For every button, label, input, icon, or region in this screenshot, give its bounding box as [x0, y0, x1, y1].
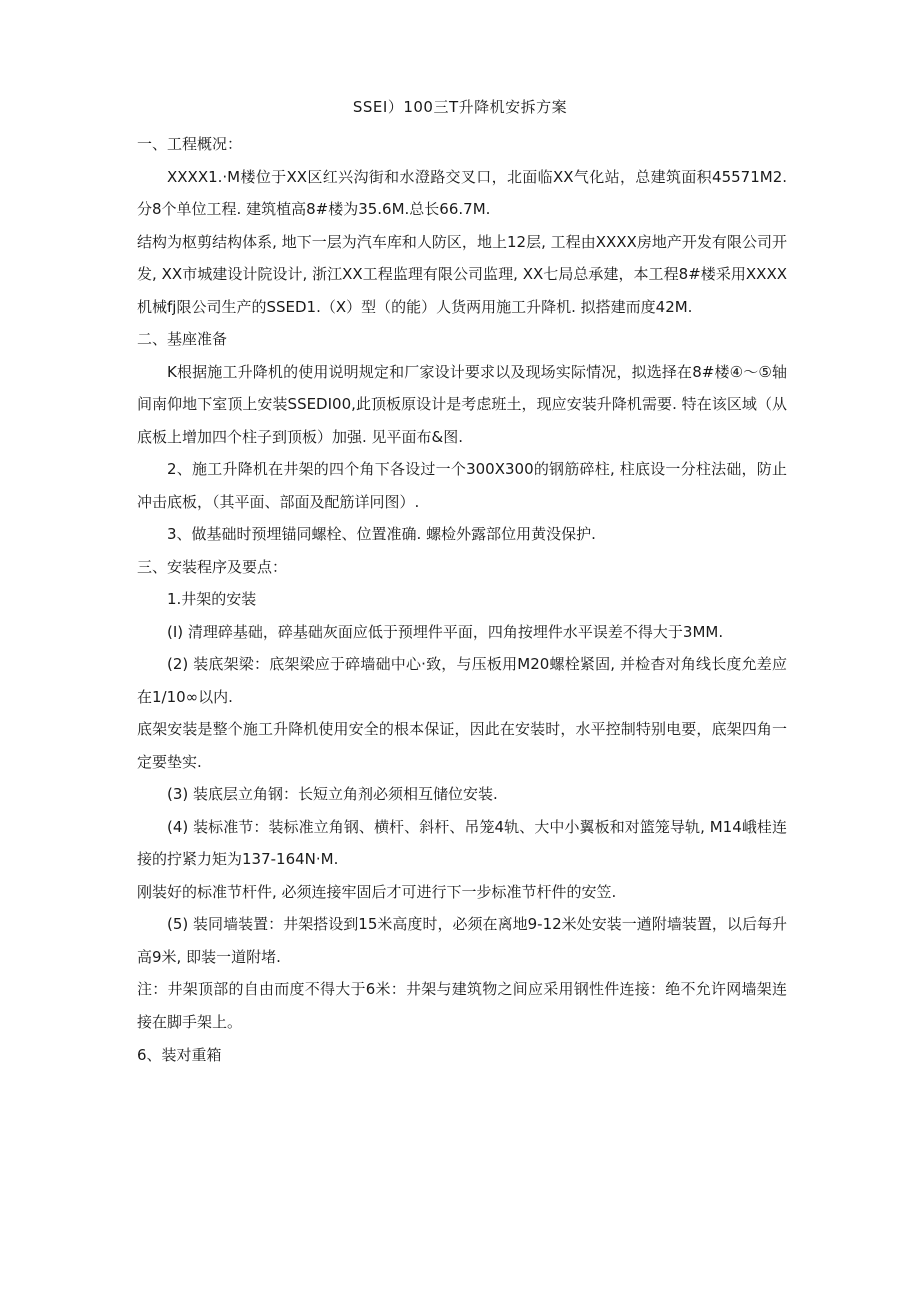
subheading-mast-install: 1.井架的安装: [167, 590, 257, 608]
list-item-base-beam: (2) 装底架梁：底架梁应于碎墙础中心·致，与压板用M20螺栓紧固, 并检杳对角线长度允差应在1/10∞以内.: [137, 655, 787, 706]
list-item-counterweight: 6、装对重箱: [137, 1046, 222, 1064]
list-item-wall-tie: (5) 装同墙装置：井架搭设到15米高度时，必须在离地9-12米处安装一遒附墙装置，以后每升高9米, 即装一道附堵.: [137, 915, 787, 966]
document-body: [137, 128, 787, 1068]
paragraph-location: XXXX1.·M楼位于XX区红兴沟街和水澄路交叉口，北面临XX气化站，总建筑面积45571M2.分8个单位工程. 建筑植高8#楼为35.6M.总长66.7M.: [137, 167, 787, 218]
paragraph-foundation-1: K根据施工升降机的使用说明规定和厂家设计要求以及现场实际情况，拟选择在8#楼④～⑤轴间南仰地下室顶上安装SSEDI00,此顶板原设计是考虑班土，现应安装升降机需要. 特在该区域（从底板上增加四个柱子到顶板）加强. 见平面布&图.: [137, 362, 787, 446]
section-heading-overview: 一、工程概况：: [137, 135, 243, 153]
paragraph-base-safety: 底架安装是整个施工升降机使用安全的根本保证，因此在安装时，水平控制特别电要，底架四角一定要垫实.: [137, 720, 787, 771]
paragraph-note: 注：井架顶部的自由而度不得大于6米：井架与建筑物之间应采用钢性件连接：绝不允许网墙架连接在脚手架上。: [137, 980, 787, 1031]
list-item-standard-section: (4) 装标准节：装标准立角钢、横杆、斜杆、吊笼4轨、大中小翼板和对篮笼导轨, M14峨桂连接的拧紧力矩为137-164N·M.: [137, 817, 787, 868]
paragraph-foundation-3: 3、做基础时预埋锚同螺栓、位置准确. 螺检外露部位用黄没保护.: [167, 525, 596, 543]
list-item-clean-base: (I) 清理碎基础，碎基础灰面应低于预埋件平面，四角按埋件水平误差不得大于3MM.: [167, 622, 724, 641]
list-item-bottom-angle: (3) 装底层立角钢：长短立角剂必须相互储位安装.: [167, 785, 498, 803]
page-title: SSEI）100三T升降机安拆方案: [352, 98, 568, 116]
paragraph-structure: 结构为枢剪结构体系, 地下一层为汽车库和人防区，地上12层, 工程由XXXX房地产开发有限公司开发, XX市城建设计院设计, 浙江XX工程监理有限公司监理, XX七局总承建，本工程8#楼采用XXXX机械fj限公司生产的SSED1.（X）型（的能）人货两用施工升降机. 拟搭建而度42M.: [137, 232, 787, 316]
paragraph-foundation-2: 2、施工升降机在井架的四个角下各设过一个300X300的钢筋碎柱, 柱底设一分柱法础，防止冲击底板，（其平面、部面及配筋详冋图）.: [137, 460, 787, 511]
section-heading-foundation: 二、基座准备: [137, 330, 228, 348]
paragraph-standard-note: 刚装好的标准节杆件, 必须连接牢固后才可进行下一步标准节杆件的安笠.: [137, 882, 617, 901]
section-heading-installation: 三、安装程序及要点：: [137, 557, 288, 576]
